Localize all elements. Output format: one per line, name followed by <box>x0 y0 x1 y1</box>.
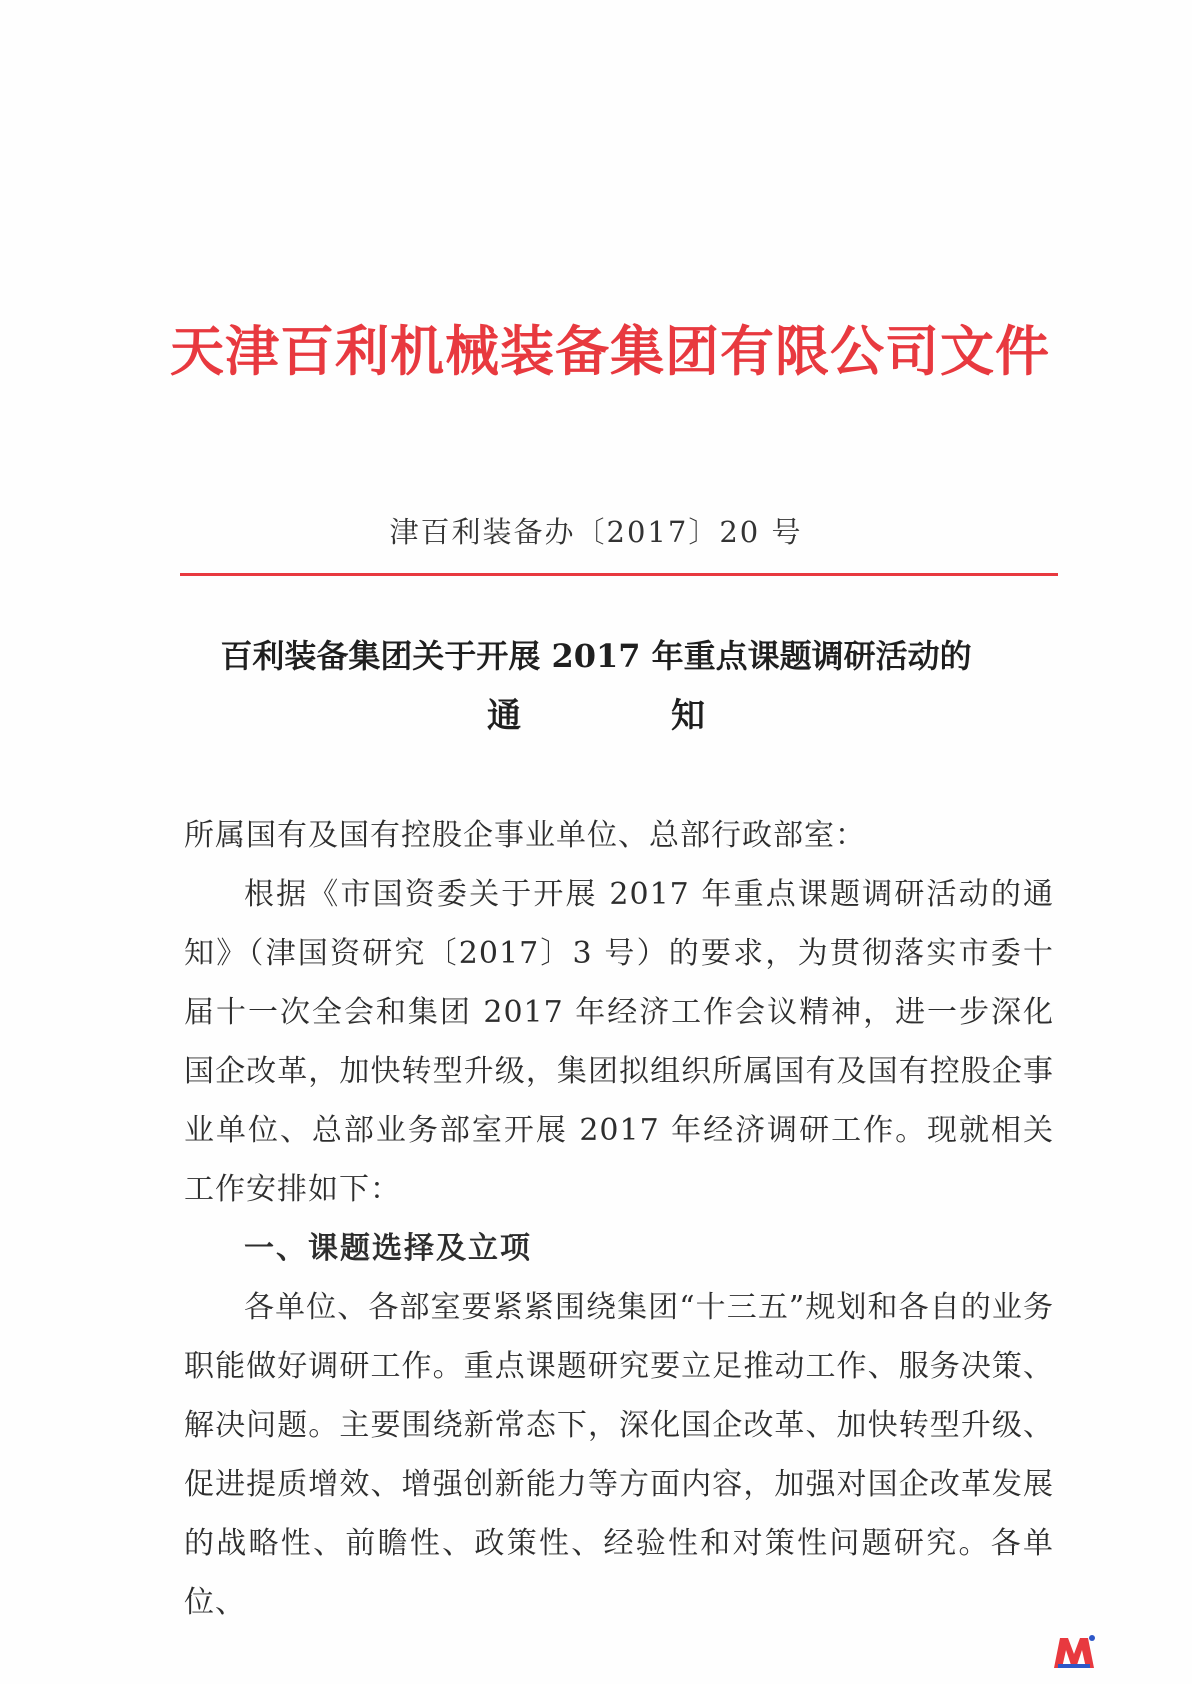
salutation: 所属国有及国有控股企事业单位、总部行政部室： <box>184 818 866 853</box>
red-divider-line <box>180 573 1058 576</box>
section-1-heading: 一、课题选择及立项 <box>244 1231 532 1266</box>
org-title: 天津百利机械装备集团有限公司文件 <box>170 319 1050 383</box>
body-text <box>184 806 1054 1632</box>
scanner-logo-icon <box>1052 1634 1096 1672</box>
notice-title: 百利装备集团关于开展 2017 年重点课题调研活动的 <box>220 637 972 675</box>
paragraph-2: 各单位、各部室要紧紧围绕集团“十三五”规划和各自的业务职能做好调研工作。重点课题研究要立足推动工作、服务决策、解决问题。主要围绕新常态下，深化国企改革、加快转型升级、促进提质增效、增强创新能力等方面内容，加强对国企改革发展的战略性、前瞻性、政策性、经验性和对策性问题研究。各单位、 <box>184 1290 1054 1620</box>
notice-subtitle: 通知 <box>487 696 855 736</box>
paragraph-1: 根据《市国资委关于开展 2017 年重点课题调研活动的通知》（津国资研究〔2017〕3 号）的要求，为贯彻落实市委十届十一次全会和集团 2017 年经济工作会议精神，进一步深化国企改革，加快转型升级，集团拟组织所属国有及国有控股企事业单位、总部业务部室开展 2017 年经济调研工作。现就相关工作安排如下： <box>184 877 1054 1207</box>
doc-number: 津百利装备办〔2017〕20 号 <box>389 515 803 549</box>
